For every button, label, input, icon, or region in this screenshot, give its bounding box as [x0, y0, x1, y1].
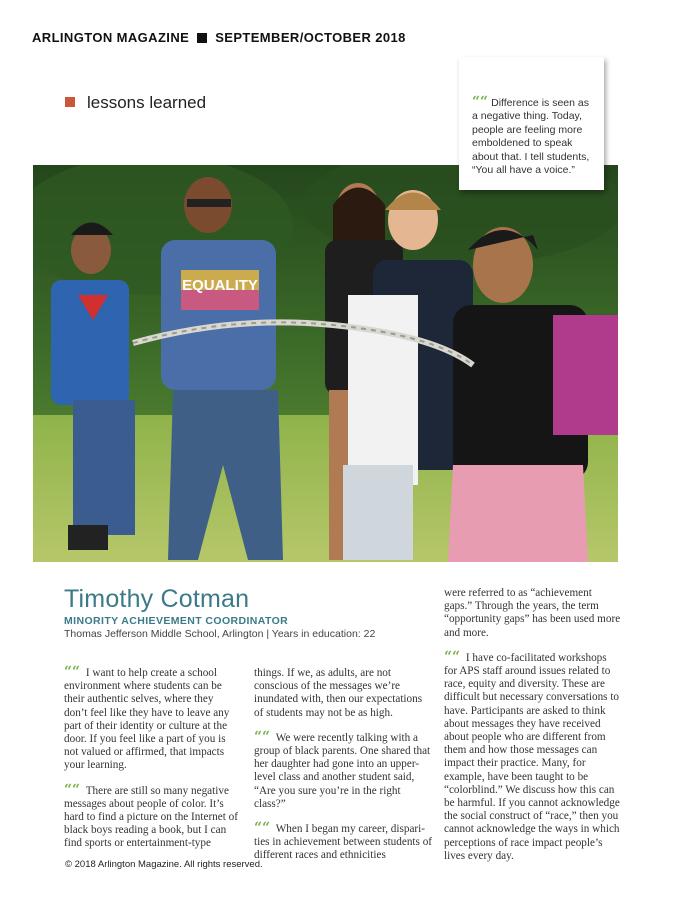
quote-mark-icon: ““	[254, 820, 271, 837]
paragraph: things. If we, as adults, are not conscious of the messages we’re inundated with, then our expectations of students may not be as high.	[254, 667, 423, 719]
paragraph: ““ We were recently talking with a group of black parents. One shared that her daughter had gone into an upper-level class and another student said, “Are you sure you’re in the right class?”	[254, 728, 431, 810]
copyright-footer: © 2018 Arlington Magazine. All rights reserved.	[65, 859, 263, 870]
shirt-text: EQUALITY	[182, 277, 258, 294]
quote-mark-icon: ““	[444, 648, 461, 665]
paragraph: were referred to as “achievement gaps.” Through the years, the term “opportunity gaps” has been used more and more.	[444, 587, 621, 639]
header-separator	[197, 33, 207, 43]
quote-mark-icon: ““	[254, 728, 271, 745]
quote-mark-icon: ““	[64, 781, 81, 798]
section-heading	[65, 93, 206, 113]
paragraph: ““ When I began my career, disparities in achievement between students of different races and ethnicities	[254, 820, 433, 862]
profile-role: MINORITY ACHIEVEMENT COORDINATOR	[64, 615, 289, 627]
paragraph: ““ I have co-facilitated workshops for APS staff around issues related to race, equity and diversity. These are difficult but necessary conversations to have. Participants are asked to think about messages they have received about people who are different from them and how those messages can impact their practice. Many, for example, have been taught to be “colorblind.” We discuss how this can be harmful. If you cannot acknowledge the social construct of “race,” then you cannot acknowledge the ways in which perceptions of race impact people’s lives every day.	[444, 648, 620, 862]
paragraph: ““ There are still so many negative messages about people of color. It’s hard to find a picture on the Internet of black boys reading a book, but I can find sports or entertainment-type	[64, 781, 238, 850]
magazine-name: ARLINGTON MAGAZINE	[32, 30, 190, 45]
pull-quote-box	[459, 57, 604, 190]
pull-quote-text: Difference is seen as a negative thing. Today, people are feeling more emboldened to speak about that. I tell students, “You all have a voice.”	[472, 97, 590, 177]
article-column-2	[254, 667, 434, 875]
article-column-3	[444, 587, 622, 875]
profile-name: Timothy Cotman	[64, 585, 250, 613]
section-title: lessons learned	[87, 93, 207, 112]
tug-of-war-photo	[33, 165, 618, 562]
profile-school-line: Thomas Jefferson Middle School, Arlington | Years in education: 22	[64, 628, 376, 640]
quote-mark-icon: ““	[472, 94, 489, 110]
section-square-icon	[65, 97, 75, 107]
issue-date: SEPTEMBER/OCTOBER 2018	[215, 30, 406, 45]
quote-mark-icon: ““	[64, 664, 81, 680]
paragraph: ““ I want to help create a school environment where students can be their authentic selves, where they don’t feel like they have to leave any part of their identity or culture at the door. If you feel like a part of you is not valued or affirmed, that impacts your learning.	[64, 664, 230, 772]
magazine-header	[32, 30, 406, 45]
article-column-1	[64, 664, 239, 863]
photo-illustration	[33, 165, 618, 562]
